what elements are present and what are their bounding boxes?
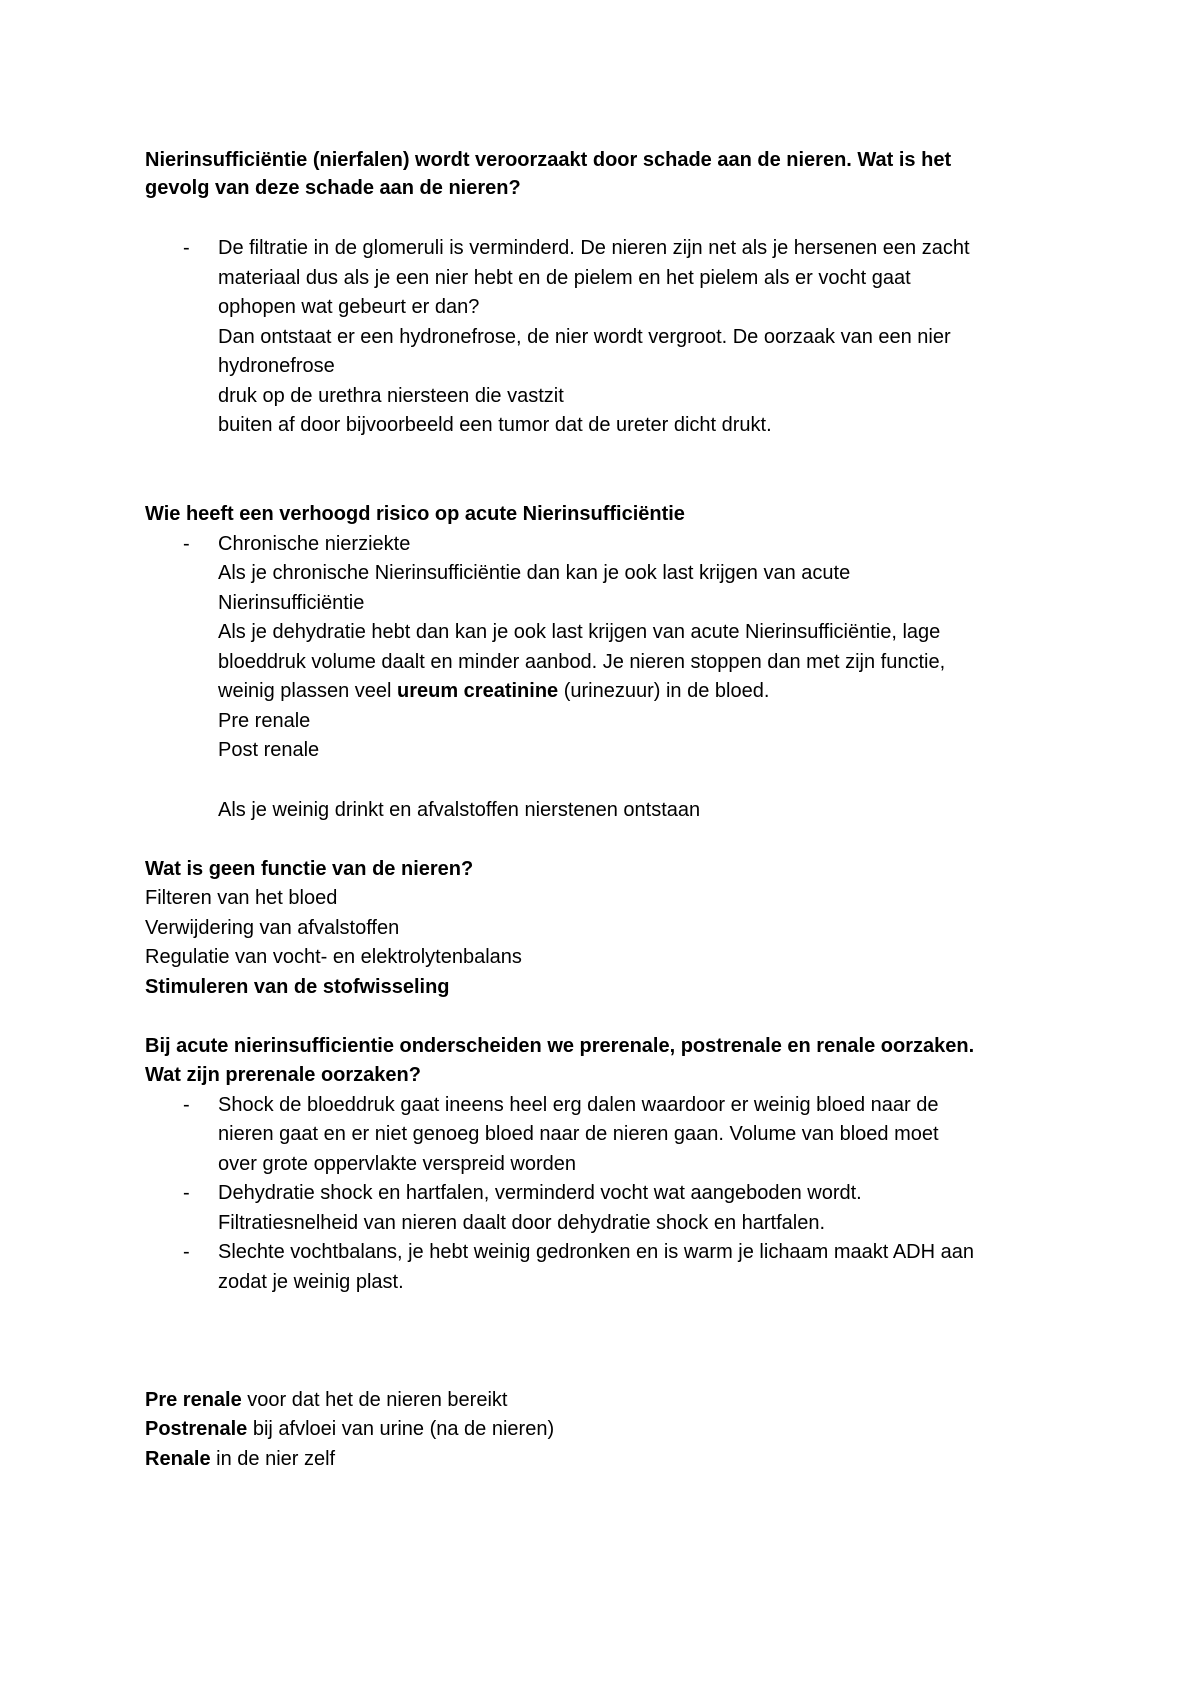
answer-line: Als je dehydratie hebt dan kan je ook last krijgen van acute Nierinsufficiëntie, lage: [218, 621, 941, 643]
answer-text: weinig plassen veel: [218, 680, 397, 702]
question-heading: Wat zijn prerenale oorzaken?: [145, 1064, 421, 1086]
answer-line: nieren gaat en er niet genoeg bloed naar de nieren gaan. Volume van bloed moet: [218, 1123, 939, 1145]
answer-line: Nierinsufficiëntie: [218, 592, 365, 614]
option-line: Filteren van het bloed: [145, 887, 338, 909]
definition-line: [145, 1417, 554, 1441]
question-heading: Wat is geen functie van de nieren?: [145, 858, 474, 880]
answer-line: Dan ontstaat er een hydronefrose, de nier wordt vergroot. De oorzaak van een nier: [218, 326, 951, 348]
answer-line: Als je weinig drinkt en afvalstoffen nierstenen ontstaan: [218, 799, 701, 821]
answer-line: Als je chronische Nierinsufficiëntie dan kan je ook last krijgen van acute: [218, 562, 851, 584]
bullet-dash: -: [183, 533, 190, 555]
definition-text: voor dat het de nieren bereikt: [241, 1389, 508, 1411]
answer-line: zodat je weinig plast.: [218, 1271, 404, 1293]
answer-line: over grote oppervlakte verspreid worden: [218, 1153, 576, 1175]
question-heading: Bij acute nierinsufficientie onderscheiden we prerenale, postrenale en renale oorzaken.: [145, 1035, 975, 1057]
answer-line: materiaal dus als je een nier hebt en de pielem en het pielem als er vocht gaat: [218, 267, 911, 289]
answer-line: buiten af door bijvoorbeeld een tumor dat de ureter dicht drukt.: [218, 414, 772, 436]
answer-line: De filtratie in de glomeruli is verminderd. De nieren zijn net als je hersenen een zacht: [218, 237, 970, 259]
question-heading: Nierinsufficiëntie (nierfalen) wordt veroorzaakt door schade aan de nieren. Wat is het: [145, 149, 952, 171]
bullet-dash: -: [183, 237, 190, 259]
definition-line: [145, 1388, 507, 1412]
answer-line: hydronefrose: [218, 355, 335, 377]
definition-term: Postrenale: [145, 1418, 248, 1440]
answer-line: Shock de bloeddruk gaat ineens heel erg dalen waardoor er weinig bloed naar de: [218, 1094, 939, 1116]
answer-line: Chronische nierziekte: [218, 533, 411, 555]
question-heading: gevolg van deze schade aan de nieren?: [145, 177, 521, 199]
definition-text: in de nier zelf: [210, 1448, 336, 1470]
answer-text: (urinezuur) in de bloed.: [558, 680, 770, 702]
answer-line: ophopen wat gebeurt er dan?: [218, 296, 480, 318]
answer-line: Filtratiesnelheid van nieren daalt door dehydratie shock en hartfalen.: [218, 1212, 826, 1234]
definition-text: bij afvloei van urine (na de nieren): [247, 1418, 555, 1440]
option-line: Regulatie van vocht- en elektrolytenbalans: [145, 946, 522, 968]
option-line: Verwijdering van afvalstoffen: [145, 917, 400, 939]
answer-line: [218, 679, 769, 703]
answer-line: Post renale: [218, 739, 320, 761]
definition-line: [145, 1447, 335, 1471]
answer-line: Slechte vochtbalans, je hebt weinig gedronken en is warm je lichaam maakt ADH aan: [218, 1241, 974, 1263]
definition-term: Renale: [145, 1448, 211, 1470]
bullet-dash: -: [183, 1182, 190, 1204]
answer-line: druk op de urethra niersteen die vastzit: [218, 385, 564, 407]
bullet-dash: -: [183, 1241, 190, 1263]
answer-line: bloeddruk volume daalt en minder aanbod. Je nieren stoppen dan met zijn functie,: [218, 651, 946, 673]
definition-term: Pre renale: [145, 1389, 242, 1411]
correct-option-line: Stimuleren van de stofwisseling: [145, 976, 450, 998]
answer-line: Pre renale: [218, 710, 311, 732]
bullet-dash: -: [183, 1094, 190, 1116]
question-heading: Wie heeft een verhoogd risico op acute Nierinsufficiëntie: [145, 503, 685, 525]
answer-line: Dehydratie shock en hartfalen, verminderd vocht wat aangeboden wordt.: [218, 1182, 862, 1204]
answer-text-bold: ureum creatinine: [397, 680, 559, 702]
